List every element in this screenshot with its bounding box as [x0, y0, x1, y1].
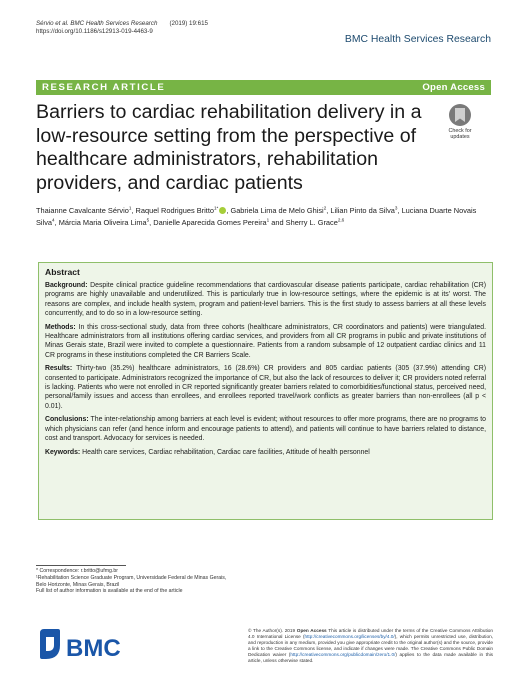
check-for-updates-badge[interactable]	[441, 104, 479, 144]
open-access-label: Open Access	[422, 82, 485, 93]
author-name: Luciana Duarte Novais Silva	[36, 206, 477, 227]
affiliation-note: ¹Rehabilitation Science Graduate Program, Universidade Federal de Minas Gerais, Belo Horizonte, Minas Gerais, Brazil	[36, 574, 227, 588]
author-name: Márcia Maria Oliveira Lima	[58, 217, 147, 227]
author-name: Raquel Rodrigues Britto	[135, 206, 214, 215]
crossmark-text-1: Check for	[448, 128, 472, 134]
bmc-logo	[38, 625, 138, 665]
citation-header	[36, 20, 208, 37]
author-name: Danielle Aparecida Gomes Pereira	[153, 217, 267, 227]
author-name: Gabriela Lima de Melo Ghisi	[230, 206, 324, 215]
orcid-icon[interactable]	[219, 207, 226, 214]
author-name: and Sherry L. Grace	[271, 217, 338, 227]
author-name: Lilian Pinto da Silva	[330, 206, 395, 215]
abstract-keywords: Keywords: Health care services, Cardiac rehabilitation, Cardiac care facilities, Attitude of health personnel	[45, 448, 370, 456]
article-type-banner	[36, 80, 491, 95]
article-title: Barriers to cardiac rehabilitation delivery in a low-resource setting from the perspective of healthcare administrators, rehabilitation providers, and cardiac patients	[36, 101, 422, 194]
abstract-results: Results: Thirty-two (35.2%) healthcare administrators, 16 (28.6%) CR providers and 805 cardiac patients (305 (37.9%) attending CR) consented to participate. Administrators recognized the importance of CR, but also the lack of resources to deliver it; CR providers noted referral is lacking. Patients who were not enrolled in CR reported significantly greater barriers related to comorbidities/functional status, perceived need, personal/family issues and access than enrollees, and enrollees reported travel/work conflicts as greater barriers than non-enrollees (all p < 0.01).	[45, 365, 486, 410]
license-link[interactable]: http://creativecommons.org/licenses/by/4.0/	[304, 634, 395, 640]
abstract-background: Background: Despite clinical practice guideline recommendations that cardiovascular disease patients participate, cardiac rehabilitation (CR) programs are highly unavailable and underutilized. This is particularly true in low-resource settings, where the epidemic is at its' worst. The reasons are complex, and include health system, program and patient-level barriers. This is the first study to assess barriers at all these levels concurrently, and to do so in a low-resource setting.	[45, 282, 486, 318]
author-info-note: Full list of author information is available at the end of the article	[36, 588, 183, 595]
author-list: Thaianne Cavalcante Sérvio$^1$, Raquel Rodrigues Britto$^{1*}$ , Gabriela Lima de Melo Ghisi$^2$, Lilian Pinto da Silva$^3$, Luciana Duarte Novais Silva$^4$, Márcia Maria Oliveira Lima$^5$, Danielle Aparecida Gomes Pereira$^1$ and Sherry L. Grace$^{2,6}$	[36, 205, 477, 227]
footnotes	[36, 565, 236, 595]
cc0-link[interactable]: http://creativecommons.org/publicdomain/zero/1.0/	[290, 652, 396, 658]
journal-name: BMC Health Services Research	[344, 34, 491, 45]
citation-journal: Sérvio et al. BMC Health Services Research	[36, 20, 158, 27]
crossmark-text-2: updates	[450, 134, 470, 140]
article-type-label: RESEARCH ARTICLE	[42, 82, 166, 93]
footnote-rule	[36, 565, 126, 566]
citation-year-pages: (2019) 19:615	[169, 20, 208, 27]
abstract-methods: Methods: In this cross-sectional study, data from three cohorts (healthcare administrators, CR coordinators and patients) were triangulated. Healthcare administrators from all institutions offering cardiac services, and providers from all CR programs in public and private institutions of Minas Gerais state, Brazil were invited to complete a questionnaire. Patients from a random subsample of 12 outpatient cardiac clinics and 11 CR programs in these institutions completed the CR Barriers Scale.	[45, 323, 487, 359]
doi-link[interactable]: https://doi.org/10.1186/s12913-019-4463-9	[36, 28, 153, 36]
abstract-conclusions: Conclusions: The inter-relationship among barriers at each level is evident; without resources to offer more programs, there are no programs to which physicians can refer (and hence inform and encourage patients to attend), and patients will continue to have barriers related to distance, cost and transport. Advocacy for services is needed.	[45, 416, 486, 443]
correspondence-note[interactable]: * Correspondence: r.britto@ufmg.br	[36, 568, 118, 574]
abstract-box	[38, 262, 493, 520]
author-name: Thaianne Cavalcante Sérvio	[36, 206, 129, 215]
abstract-heading: Abstract	[45, 267, 80, 277]
crossmark-icon	[449, 104, 471, 126]
license-text: © The Author(s). 2019 Open Access This article is distributed under the terms of the Creative Commons Attribution 4.0 International License (http://creativecommons.org/licenses/by/4.0/), which permits unrestricted use, distribution, and reproduction in any medium, provided you give appropriate credit to the original author(s) and the source, provide a link to the Creative Commons license, and indicate if changes were made. The Creative Commons Public Domain Dedication waiver (http://creativecommons.org/publicdomain/zero/1.0/) applies to the data made available in this article, unless otherwise stated.	[248, 628, 493, 664]
bmc-logo-text: BMC	[66, 635, 121, 662]
